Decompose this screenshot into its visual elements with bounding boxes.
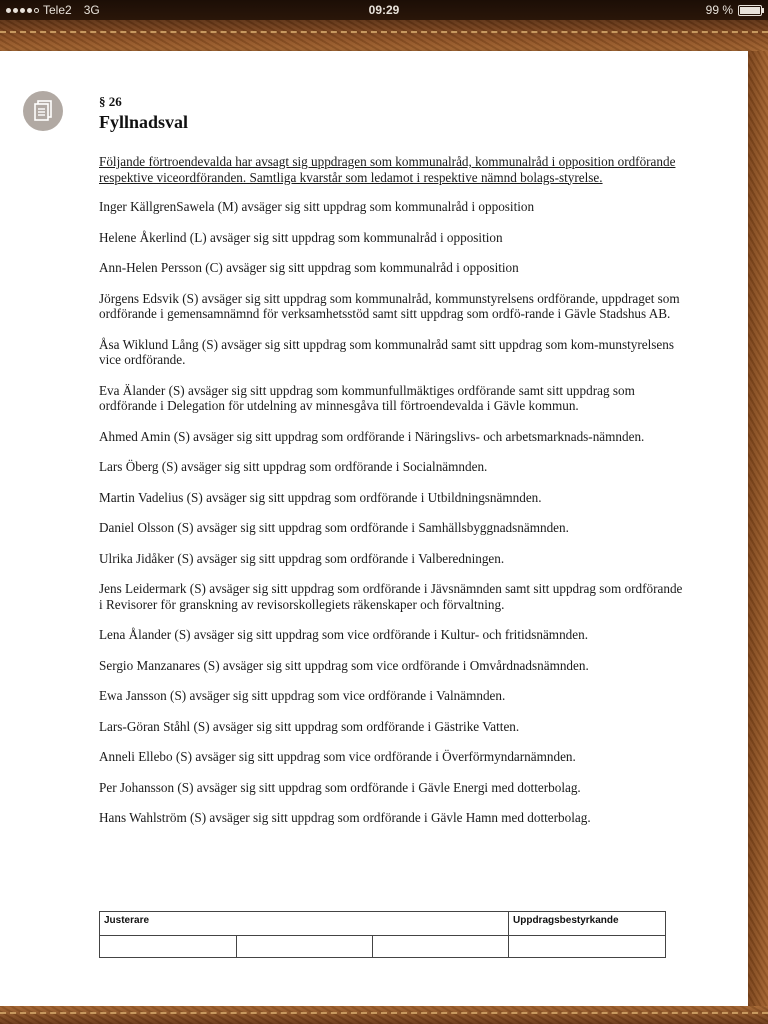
uppdragsbestyrkande-label: Uppdragsbestyrkande (509, 912, 666, 936)
paragraph: Martin Vadelius (S) avsäger sig sitt uppdrag som ordförande i Utbildningsnämnden. (99, 489, 542, 505)
paragraph: Jens Leidermark (S) avsäger sig sitt uppdrag som ordförande i Jävsnämnden samt sitt uppdrag som ordförande i Revisorer för granskning av revisorskollegiets räkenskaper och förvaltning. (99, 581, 683, 612)
signature-header-row (100, 912, 666, 936)
signature-cell (237, 936, 373, 958)
paragraph: Eva Älander (S) avsäger sig sitt uppdrag som kommunfullmäktiges ordförande samt sitt uppdrag som ordförande i Delegation för utdelning av minnesgåva till förtroendevalda i Gävle kommun. (99, 382, 635, 413)
status-right (706, 0, 762, 20)
signature-cell (509, 936, 666, 958)
document-body (99, 154, 689, 841)
section-number: § 26 (99, 94, 122, 109)
paragraph: Sergio Manzanares (S) avsäger sig sitt uppdrag som vice ordförande i Omvårdnadsnämnden. (99, 657, 589, 673)
network-type: 3G (83, 3, 100, 17)
paragraph: Per Johansson (S) avsäger sig sitt uppdrag som ordförande i Gävle Energi med dotterbolag. (99, 779, 581, 795)
paragraph: Helene Åkerlind (L) avsäger sig sitt uppdrag som kommunalråd i opposition (99, 229, 503, 245)
stitching-bottom (0, 1012, 768, 1014)
document-pages-icon[interactable] (23, 91, 63, 131)
paragraph: Jörgens Edsvik (S) avsäger sig sitt uppdrag som kommunalråd, kommunstyrelsens ordförande, uppdraget som ordförande i gemensamnämnd för verksamhetsstöd samt sitt uppdrag som ordfö-rande i Gävle Stadshus AB. (99, 290, 680, 321)
paragraph: Ahmed Amin (S) avsäger sig sitt uppdrag som ordförande i Näringslivs- och arbetsmarknads-nämnden. (99, 428, 645, 444)
intro-paragraph: Följande förtroendevalda har avsagt sig uppdragen som kommunalråd, kommunalråd i opposition ordförande respektive viceordföranden. Samtliga kvarstår som ledamot i respektive nämnd bolags-styrelse. (99, 154, 676, 185)
paragraph: Lars-Göran Ståhl (S) avsäger sig sitt uppdrag som ordförande i Gästrike Vatten. (99, 718, 520, 734)
paragraph: Daniel Olsson (S) avsäger sig sitt uppdrag som ordförande i Samhällsbyggnadsnämnden. (99, 520, 569, 535)
status-time: 09:29 (368, 3, 400, 17)
signature-cell (373, 936, 509, 958)
leather-header (0, 20, 768, 52)
carrier-name: Tele2 (43, 3, 72, 17)
document-pages-icon-svg (33, 100, 53, 122)
signature-row (100, 936, 666, 958)
signature-table (99, 911, 666, 958)
section-title: Fyllnadsval (99, 112, 189, 132)
battery-icon (738, 5, 762, 16)
leather-footer (0, 1006, 768, 1024)
signature-cell (100, 936, 237, 958)
paragraph: Lars Öberg (S) avsäger sig sitt uppdrag som ordförande i Socialnämnden. (99, 459, 488, 474)
paragraph: Lena Ålander (S) avsäger sig sitt uppdrag som vice ordförande i Kultur- och fritidsnämnden. (99, 627, 588, 642)
status-bar (0, 0, 768, 20)
leather-right-edge (748, 51, 768, 1006)
paragraph: Ann-Helen Persson (C) avsäger sig sitt uppdrag som kommunalråd i opposition (99, 260, 519, 275)
paragraph: Ewa Jansson (S) avsäger sig sitt uppdrag som vice ordförande i Valnämnden. (99, 688, 506, 703)
stitching-top (0, 31, 768, 33)
paragraph: Inger KällgrenSawela (M) avsäger sig sitt uppdrag som kommunalråd i opposition (99, 199, 535, 214)
paragraph: Anneli Ellebo (S) avsäger sig sitt uppdrag som vice ordförande i Överförmyndarnämnden. (99, 749, 576, 764)
document-page[interactable] (0, 51, 748, 1006)
battery-fill (740, 7, 760, 14)
battery-percent: 99 % (705, 3, 733, 17)
justerare-label: Justerare (100, 912, 509, 936)
paragraph: Hans Wahlström (S) avsäger sig sitt uppdrag som ordförande i Gävle Hamn med dotterbolag. (99, 810, 591, 825)
paragraph: Åsa Wiklund Lång (S) avsäger sig sitt uppdrag som kommunalråd samt sitt uppdrag som kom-munstyrelsens vice ordförande. (99, 336, 675, 367)
paragraph: Ulrika Jidåker (S) avsäger sig sitt uppdrag som ordförande i Valberedningen. (99, 550, 505, 566)
